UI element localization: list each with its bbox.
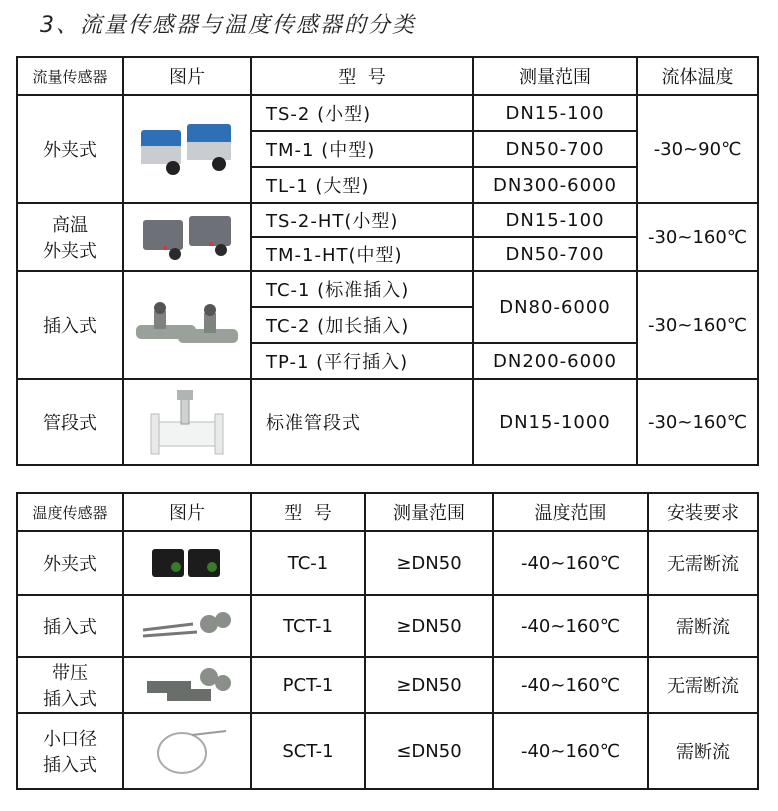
- model-cell: TCT-1: [251, 595, 365, 657]
- header-range: 测量范围: [473, 57, 637, 95]
- header-range: 测量范围: [365, 493, 493, 531]
- table-row: [17, 595, 758, 657]
- table-row: [17, 271, 758, 307]
- install-cell: 需断流: [648, 713, 758, 789]
- table-header-row: [17, 57, 758, 95]
- table-row: [17, 203, 758, 237]
- temp-insertion-probe-image: [123, 595, 251, 657]
- temp-cell: -30~90℃: [637, 95, 758, 203]
- header-temp-sensor: 温度传感器: [17, 493, 123, 531]
- model-cell: TS-2 (小型): [251, 95, 473, 131]
- range-cell: ≥DN50: [365, 657, 493, 713]
- table-row: [17, 713, 758, 789]
- flow-sensor-table: [16, 56, 759, 466]
- temp-cell: -40~160℃: [493, 595, 648, 657]
- header-flow-sensor: 流量传感器: [17, 57, 123, 95]
- sensor-type: 带压 插入式: [17, 657, 123, 713]
- model-cell: TC-1 (标准插入): [251, 271, 473, 307]
- sensor-type: 插入式: [17, 271, 123, 379]
- clamp-on-sensor-image: [123, 95, 251, 203]
- header-model: 型 号: [251, 57, 473, 95]
- temp-sensor-table: [16, 492, 759, 790]
- header-image: 图片: [123, 493, 251, 531]
- model-cell: TM-1-HT(中型): [251, 237, 473, 271]
- temp-cell: -30~160℃: [637, 203, 758, 271]
- range-cell: DN200-6000: [473, 343, 637, 379]
- range-cell: ≤DN50: [365, 713, 493, 789]
- temp-cell: -40~160℃: [493, 531, 648, 595]
- high-temp-sensor-image: [123, 203, 251, 271]
- model-cell: TP-1 (平行插入): [251, 343, 473, 379]
- insertion-sensor-image: [123, 271, 251, 379]
- header-image: 图片: [123, 57, 251, 95]
- page-title: 3、流量传感器与温度传感器的分类: [40, 13, 416, 38]
- range-cell: DN15-100: [473, 95, 637, 131]
- table-row: [17, 379, 758, 465]
- model-cell: TC-1: [251, 531, 365, 595]
- pressurized-probe-image: [123, 657, 251, 713]
- temp-cell: -40~160℃: [493, 657, 648, 713]
- small-bore-probe-image: [123, 713, 251, 789]
- range-cell: DN300-6000: [473, 167, 637, 203]
- model-cell: PCT-1: [251, 657, 365, 713]
- model-cell: TS-2-HT(小型): [251, 203, 473, 237]
- table-header-row: [17, 493, 758, 531]
- sensor-type: 小口径 插入式: [17, 713, 123, 789]
- spool-pipe-image: [123, 379, 251, 465]
- range-cell: DN50-700: [473, 131, 637, 167]
- sensor-type: 管段式: [17, 379, 123, 465]
- sensor-type: 高温 外夹式: [17, 203, 123, 271]
- temp-cell: -40~160℃: [493, 713, 648, 789]
- range-cell: DN15-1000: [473, 379, 637, 465]
- range-cell: DN80-6000: [473, 271, 637, 343]
- temp-cell: -30~160℃: [637, 271, 758, 379]
- range-cell: ≥DN50: [365, 595, 493, 657]
- model-cell: 标准管段式: [251, 379, 473, 465]
- model-cell: TL-1 (大型): [251, 167, 473, 203]
- header-fluid-temp: 流体温度: [637, 57, 758, 95]
- install-cell: 无需断流: [648, 657, 758, 713]
- model-cell: TC-2 (加长插入): [251, 307, 473, 343]
- range-cell: ≥DN50: [365, 531, 493, 595]
- table-row: [17, 95, 758, 131]
- sensor-type: 外夹式: [17, 95, 123, 203]
- model-cell: SCT-1: [251, 713, 365, 789]
- table-row: [17, 657, 758, 713]
- sensor-type: 插入式: [17, 595, 123, 657]
- install-cell: 无需断流: [648, 531, 758, 595]
- temp-clamp-sensor-image: [123, 531, 251, 595]
- range-cell: DN50-700: [473, 237, 637, 271]
- header-temp-range: 温度范围: [493, 493, 648, 531]
- header-install-req: 安装要求: [648, 493, 758, 531]
- sensor-type: 外夹式: [17, 531, 123, 595]
- table-row: [17, 531, 758, 595]
- model-cell: TM-1 (中型): [251, 131, 473, 167]
- temp-cell: -30~160℃: [637, 379, 758, 465]
- range-cell: DN15-100: [473, 203, 637, 237]
- install-cell: 需断流: [648, 595, 758, 657]
- header-model: 型 号: [251, 493, 365, 531]
